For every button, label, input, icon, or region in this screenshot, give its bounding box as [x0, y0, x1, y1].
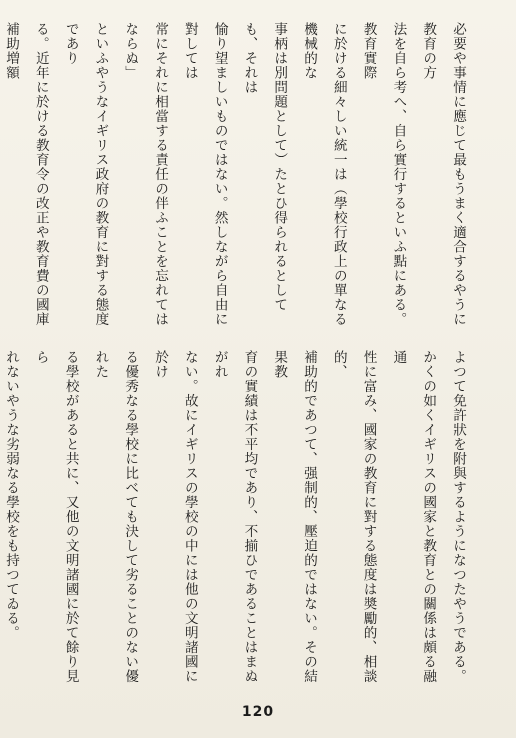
text-column: よつて免許狀を附與するようになつたやうである。: [450, 350, 466, 684]
text-column: 補助的であつて、强制的、壓迫的ではない。その結果教: [271, 350, 318, 684]
text-column: ない。故にイギリスの學校の中には他の文明諸國に於け: [152, 350, 198, 684]
bottom-text-block: [3, 350, 472, 692]
text-column: る。近年に於ける教育令の改正や教育費の國庫補助増額: [3, 22, 49, 327]
text-column: 事柄は別問題として）たとひ得られるとしても、それは: [241, 22, 288, 312]
text-column: 法を自ら考へ、自ら實行するといふ點にある。教育實際: [360, 22, 407, 327]
text-column: 性に富み、國家の教育に對する態度は奬勵的、相談的、: [330, 350, 377, 684]
text-column: れないやうな劣弱なる學校をも持つてゐる。: [3, 350, 20, 640]
text-column: 育の實績は不平均であり、不揃ひであることはまぬがれ: [211, 350, 258, 684]
top-text-block: [3, 22, 472, 332]
text-column: かくの如くイギリスの國家と教育との關係は頗る融通: [390, 350, 437, 684]
page-number: 120: [241, 704, 275, 720]
text-column: といふやうなイギリス政府の教育に對する態度であり: [62, 22, 109, 327]
text-column: る優秀なる學校に比べても決して劣ることのない優れた: [92, 350, 139, 684]
text-column: 愉り望ましいものではない。然しながら自由に對しては: [181, 22, 228, 327]
text-column: 常にそれに相當する責任の伴ふことを忘れてはならぬ」: [122, 22, 169, 327]
text-column: る學校があると共に、又他の文明諸國に於て餘り見ら: [32, 350, 79, 684]
text-column: に於ける細々しい統一は（學校行政上の單なる機械的な: [301, 22, 347, 327]
text-column: 必要や事情に應じて最もうまく適合するやうに教育の方: [420, 22, 466, 327]
